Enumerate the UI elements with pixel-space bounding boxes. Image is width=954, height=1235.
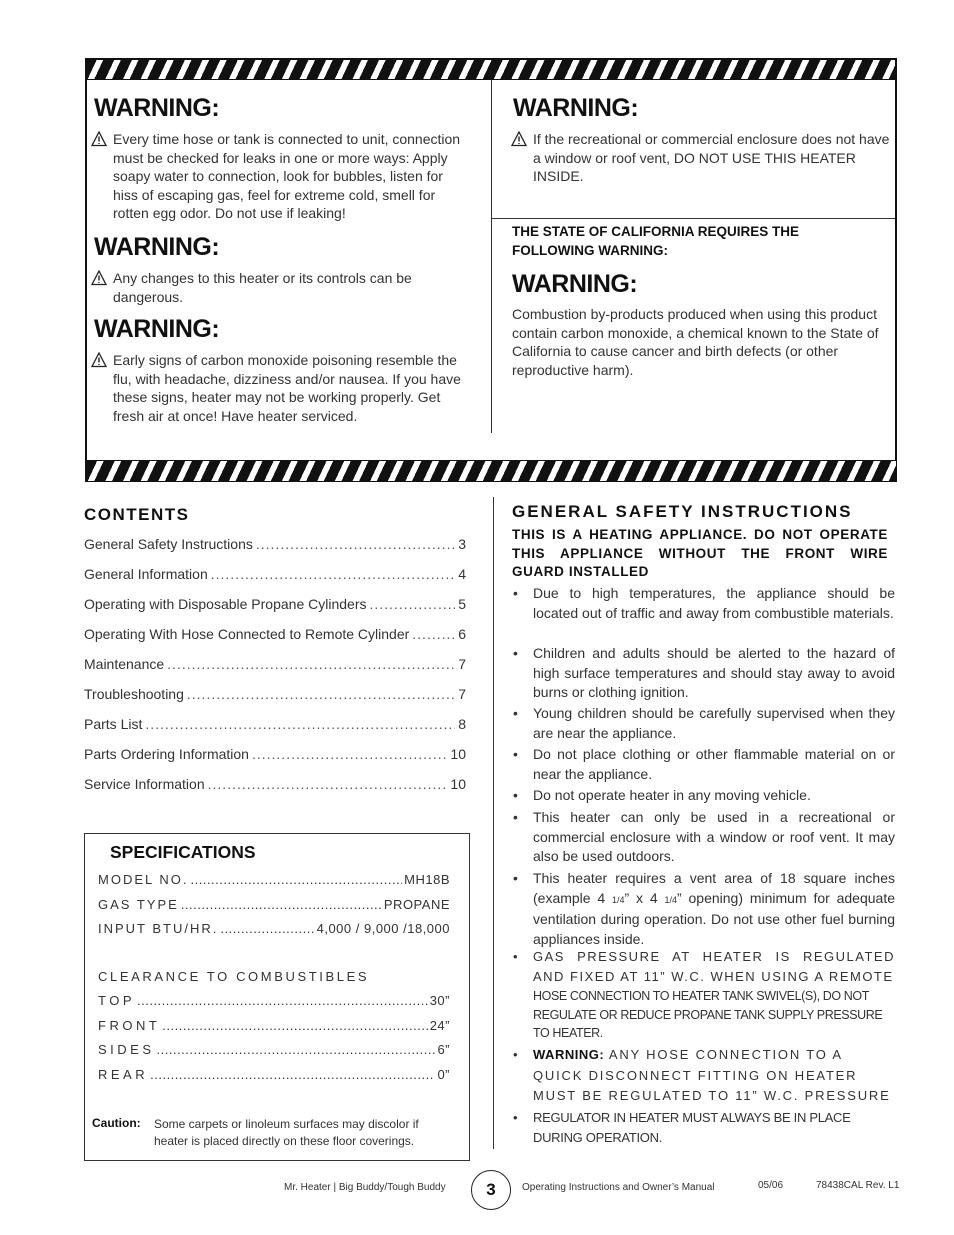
safety-title: GENERAL SAFETY INSTRUCTIONS	[512, 502, 853, 521]
toc-leader	[167, 656, 455, 672]
toc-leader	[412, 626, 455, 642]
toc-label: Operating with Disposable Propane Cylinders	[84, 596, 367, 612]
spec-leader	[181, 897, 382, 912]
california-warning-text: Combustion by-products produced when using this product contain carbon monoxide, a chemical known to the State of California to cause cancer and birth defects (or other reproductive harm).	[512, 306, 879, 378]
toc-label: Parts List	[84, 716, 143, 732]
clearance-value: 24”	[429, 1017, 450, 1033]
spec-label: MODEL NO.	[98, 872, 189, 887]
toc-leader	[187, 686, 455, 702]
toc-label: General Information	[84, 566, 208, 582]
toc-label: General Safety Instructions	[84, 536, 253, 552]
footer-code: 78438CAL Rev. L1	[816, 1180, 900, 1191]
clearance-leader	[150, 1067, 435, 1082]
safety-bullet: • Do not place clothing or other flammable material on or near the appliance.	[533, 745, 895, 784]
column-divider	[493, 497, 494, 1149]
safety-bullet-hose-warning: • WARNING: ANY HOSE CONNECTION TO A QUICK DISCONNECT FITTING ON HEATER MUST BE REGULATED TO 11” W.C. PRESSURE	[533, 1045, 895, 1107]
clearance-value: 6”	[437, 1042, 450, 1057]
toc-entry	[84, 746, 466, 762]
warning-heading-enclosure: WARNING:	[513, 94, 639, 122]
caution-label: Caution:	[92, 1116, 141, 1130]
spec-value: 4,000 / 9,000 /18,000	[316, 921, 450, 936]
toc-entry	[84, 656, 466, 672]
safety-bullet: • Do not operate heater in any moving vehicle.	[533, 786, 895, 806]
toc-page: 7	[458, 656, 466, 672]
toc-page: 3	[458, 536, 466, 552]
footer-date: 05/06	[758, 1180, 784, 1191]
clearance-value: 30”	[429, 993, 450, 1008]
safety-bullet: • Young children should be carefully supervised when they are near the appliance.	[533, 704, 895, 743]
spec-value: MH18B	[404, 872, 450, 887]
hazard-stripe-bottom	[85, 460, 897, 482]
spec-leader	[220, 921, 314, 936]
toc-label: Maintenance	[84, 656, 165, 672]
clearance-leader	[157, 1042, 436, 1057]
specifications-title: SPECIFICATIONS	[110, 842, 256, 862]
footer-manual-title: Operating Instructions and Owner’s Manual	[522, 1182, 715, 1193]
toc-entry	[84, 716, 466, 732]
warning-heading-california: WARNING:	[512, 270, 638, 298]
spec-label: GAS TYPE	[98, 896, 179, 912]
clearance-leader	[137, 993, 428, 1008]
toc-label: Operating With Hose Connected to Remote Cylinder	[84, 626, 410, 642]
clearance-row	[98, 1042, 450, 1057]
toc-page: 4	[458, 566, 466, 582]
toc-page: 10	[450, 776, 466, 792]
clearance-row	[98, 1018, 450, 1033]
spec-label: INPUT BTU/HR.	[98, 921, 219, 936]
clearance-label: REAR	[98, 1066, 149, 1082]
safety-bullet: • Due to high temperatures, the appliance should be located out of traffic and away from combustible materials.	[533, 584, 895, 623]
clearance-value: 0”	[437, 1066, 450, 1082]
toc-leader	[252, 746, 447, 762]
warning-heading-2: WARNING:	[94, 233, 220, 261]
toc-leader	[211, 566, 455, 582]
warning-triangle-icon	[91, 131, 107, 147]
warning-section-divider	[492, 218, 895, 219]
clearance-label: FRONT	[98, 1017, 161, 1033]
safety-bullet: • Children and adults should be alerted to the hazard of high surface temperatures and should stay away to avoid burns or clothing ignition.	[533, 644, 895, 703]
clearance-row	[98, 993, 450, 1008]
footer-product: Mr. Heater | Big Buddy/Tough Buddy	[284, 1182, 446, 1193]
toc-label: Parts Ordering Information	[84, 746, 249, 762]
toc-page: 6	[458, 626, 466, 642]
caution-text: Some carpets or linoleum surfaces may discolor if heater is placed directly on these floor coverings.	[154, 1117, 419, 1148]
warning-triangle-icon	[511, 131, 527, 147]
clearance-label: TOP	[98, 993, 135, 1008]
warning-text-1: Every time hose or tank is connected to unit, connection must be checked for leaks in one or more ways: Apply soapy water to connection, look for bubbles, listen for hiss of escaping gas, feel for extreme cold, smell for rotten egg odor. Do not use if leaking!	[113, 130, 463, 223]
toc-entry	[84, 626, 466, 642]
safety-intro: THIS IS A HEATING APPLIANCE. DO NOT OPERATE THIS APPLIANCE WITHOUT THE FRONT WIRE GUARD INSTALLED	[512, 527, 888, 579]
toc-leader	[256, 536, 455, 552]
safety-bullet: • This heater can only be used in a recreational or commercial enclosure with a window or roof vent. It may also be used outdoors.	[533, 808, 895, 867]
warning-heading-1: WARNING:	[94, 94, 220, 122]
safety-bullet-vent: • This heater requires a vent area of 18 square inches (example 4 1/4” x 4 1/4” opening) minimum for adequate ventilation during operation. Do not use other fuel burning appliances inside.	[533, 869, 895, 949]
spec-row	[98, 921, 450, 936]
toc-leader	[145, 716, 455, 732]
warning-text-2: Any changes to this heater or its controls can be dangerous.	[113, 269, 463, 306]
toc-label: Service Information	[84, 776, 205, 792]
toc-page: 7	[458, 686, 466, 702]
warning-heading-3: WARNING:	[94, 315, 220, 343]
spec-value: PROPANE	[383, 896, 450, 912]
toc-entry	[84, 776, 466, 792]
toc-page: 5	[458, 596, 466, 612]
spec-row	[98, 897, 450, 912]
warning-triangle-icon	[91, 352, 107, 368]
toc-page: 10	[450, 746, 466, 762]
clearance-label: SIDES	[98, 1042, 155, 1057]
warning-text-3: Early signs of carbon monoxide poisoning resemble the flu, with headache, dizziness and/or nausea. If you have these signs, heater may not be working properly. Get fresh air at once! Have heater serviced.	[113, 351, 467, 425]
california-intro: THE STATE OF CALIFORNIA REQUIRES THE FOLLOWING WARNING:	[512, 224, 800, 258]
warning-text-enclosure: If the recreational or commercial enclosure does not have a window or roof vent, DO NOT USE THIS HEATER INSIDE.	[533, 130, 891, 186]
toc-leader	[369, 596, 455, 612]
safety-bullet-regulator: • REGULATOR IN HEATER MUST ALWAYS BE IN PLACE DURING OPERATION.	[533, 1108, 873, 1148]
warning-column-divider	[491, 80, 492, 433]
toc-page: 8	[458, 716, 466, 732]
toc-entry	[84, 596, 466, 612]
contents-title: CONTENTS	[84, 505, 190, 524]
toc-label: Troubleshooting	[84, 686, 184, 702]
toc-entry	[84, 536, 466, 552]
warning-triangle-icon	[91, 270, 107, 286]
safety-bullet-gas-pressure: • GAS PRESSURE AT HEATER IS REGULATED AND FIXED AT 11” W.C. WHEN USING A REMOTE HOSE CONNECTION TO HEATER TANK SWIVEL(S), DO NOT REGULATE OR REDUCE PROPANE TANK SUPPLY PRESSURE TO HEATER.	[533, 947, 895, 1043]
toc-leader	[208, 776, 448, 792]
clearance-title: CLEARANCE TO COMBUSTIBLES	[98, 969, 370, 984]
spec-row	[98, 872, 450, 887]
toc-entry	[84, 566, 466, 582]
toc-entry	[84, 686, 466, 702]
page-number: 3	[471, 1170, 511, 1210]
spec-leader	[190, 872, 402, 887]
clearance-leader	[162, 1018, 427, 1033]
clearance-row	[98, 1067, 450, 1082]
